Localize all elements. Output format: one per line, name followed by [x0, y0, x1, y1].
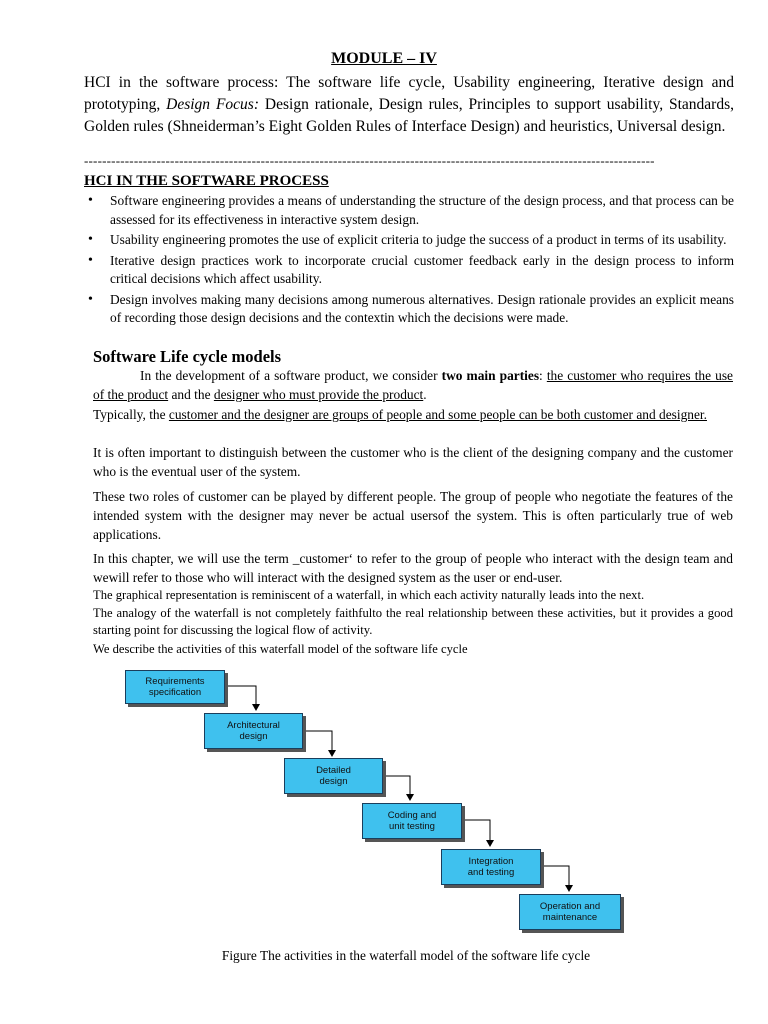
arrow-1	[225, 686, 256, 710]
step-label: unit testing	[389, 821, 435, 832]
intro-text-2: Design rationale, Design rules, Principles to support usability, Standards, Golden rules (Shneiderman’s Eight Golden Rules of Interface Design) and heuristics, Universal design.	[84, 96, 734, 135]
step-label: maintenance	[542, 912, 598, 923]
para1-bold: two main parties	[441, 368, 540, 383]
paragraph-chapter: In this chapter, we will use the term _customer‘ to refer to the group of people who interact with the design team and wewill refer to those who will interact with the designed system as the user or end-user.	[93, 551, 733, 585]
intro-text-1: HCI in the software process: The software life cycle, Usability engineering, Iterative design and prototyping,	[84, 74, 734, 113]
paragraph-graphical: The graphical representation is reminiscent of a waterfall, in which each activity naturally leads into the next.	[93, 588, 645, 602]
section-heading: HCI IN THE SOFTWARE PROCESS	[84, 173, 329, 189]
bullet-item: • Usability engineering promotes the use of explicit criteria to judge the success of a product in terms of its usability.	[84, 231, 734, 250]
step-label: Detailed	[316, 765, 351, 776]
para1-underline-customer: the customer who requires the use of the product	[93, 368, 733, 402]
para2-text: Typically, the	[93, 407, 169, 422]
arrow-3	[382, 776, 410, 800]
bullet-item: • Design involves making many decisions among numerous alternatives. Design rationale provides an explicit means of recording those design decisions and the contextin which the decisions were made.	[84, 291, 734, 328]
arrow-5	[541, 866, 569, 891]
para1-sep: :	[539, 368, 547, 383]
step-label: specification	[148, 687, 202, 698]
step-label: design	[319, 776, 348, 787]
intro-italic: Design Focus:	[166, 96, 259, 113]
step-label: Coding and	[387, 810, 437, 821]
waterfall-step-operation	[519, 894, 621, 930]
figure-caption: Figure The activities in the waterfall model of the software life cycle	[221, 948, 591, 963]
bullet-item: • Iterative design practices work to incorporate crucial customer feedback early in the design process to inform critical decisions which affect usability.	[84, 252, 734, 289]
separator-line: ------------------------------------------------------------------------------------------------------------------------------	[84, 153, 655, 168]
subheading: Software Life cycle models	[93, 347, 282, 366]
arrow-4	[461, 820, 490, 846]
waterfall-step-coding	[362, 803, 462, 839]
bullet-item: • Software engineering provides a means of understanding the structure of the design process, and that process can be assessed for its effectiveness in interactive system design.	[84, 192, 734, 229]
step-label: Operation and	[539, 901, 601, 912]
waterfall-step-requirements	[125, 670, 225, 704]
para1-underline-designer: designer who must provide the product	[213, 387, 424, 402]
step-label: Requirements	[145, 676, 205, 687]
para1-text: In the development of a software product, we consider	[140, 368, 442, 383]
waterfall-step-integration	[441, 849, 541, 885]
step-label: design	[239, 731, 268, 742]
waterfall-step-architectural	[204, 713, 303, 749]
step-label: and testing	[467, 867, 515, 878]
paragraph-describe: We describe the activities of this waterfall model of the software life cycle	[93, 642, 468, 656]
paragraph-distinguish: It is often important to distinguish between the customer who is the client of the designing company and the customer who is the eventual user of the system.	[93, 445, 733, 479]
module-title: MODULE – IV	[331, 50, 437, 67]
waterfall-step-detailed	[284, 758, 383, 794]
para2-underline: customer and the designer are groups of people and some people can be both customer and designer.	[168, 407, 707, 422]
step-label: Architectural	[227, 720, 280, 731]
step-label: Integration	[468, 856, 514, 867]
arrow-2	[303, 731, 332, 756]
paragraph-analogy: The analogy of the waterfall is not completely faithfulto the real relationship between these activities, but it provides a good starting point for discussing the logical flow of activity.	[93, 606, 733, 637]
para1-end: .	[423, 387, 427, 402]
para1-and: and the	[168, 387, 214, 402]
paragraph-roles: These two roles of customer can be played by different people. The group of people who negotiate the features of the intended system with the designer may never be actual usersof the system. This is often particularly true of web applications.	[93, 489, 733, 542]
